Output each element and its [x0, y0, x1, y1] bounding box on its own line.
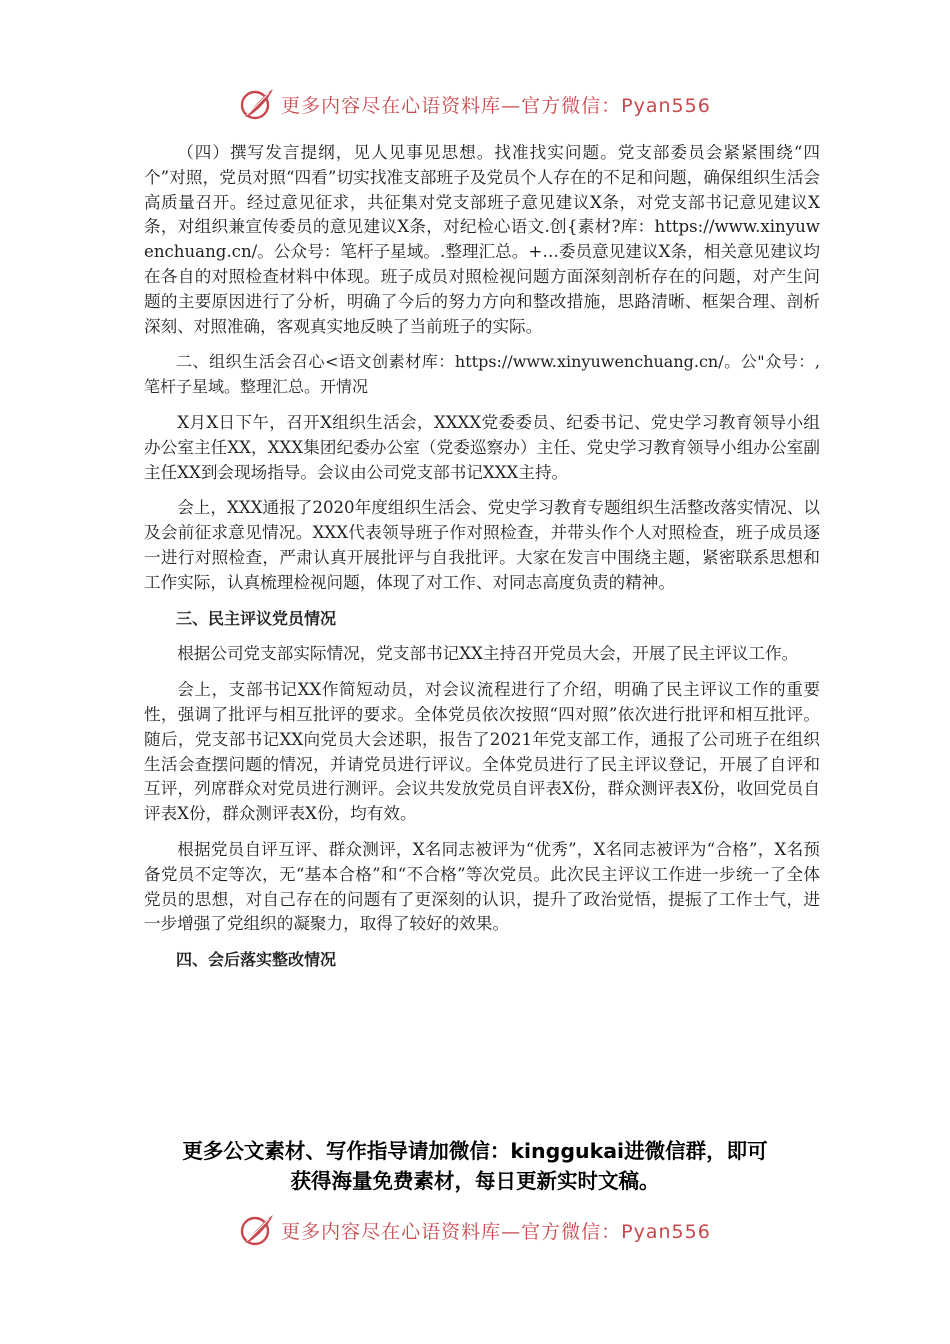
promo-notice	[120, 1136, 830, 1196]
header-banner	[0, 82, 950, 126]
paragraph-meeting-date: X月X日下午，召开X组织生活会，XXXX党委委员、纪委书记、党史学习教育领导小组办公室主任XX，XXX集团纪委办公室（党委巡察办）主任、党史学习教育领导小组办公室副主任XX到会现场指导。会议由公司党支部书记XXX主持。	[144, 412, 820, 482]
promo-line-1: 更多公文素材、写作指导请加微信：kinggukai进微信群，即可	[182, 1139, 768, 1163]
banner-wechat-id: Pyan556	[621, 94, 711, 117]
paragraph-evaluation-result: 根据党员自评互评、群众测评，X名同志被评为“优秀”，X名同志被评为“合格”，X名预备党员不定等次，无“基本合格”和“不合格”等次党员。此次民主评议工作进一步统一了全体党员的思想，对自己存在的问题有了更深刻的认识，提升了政治觉悟，提振了工作士气，进一步增强了党组织的凝聚力，取得了较好的效果。	[144, 839, 820, 934]
banner-text: 更多内容尽在心语资料库—官方微信：Pyan556	[281, 94, 711, 117]
document-body	[144, 141, 820, 984]
section-heading-4: 四、会后落实整改情况	[176, 950, 337, 970]
paragraph-meeting-report: 会上，XXX通报了2020年度组织生活会、党史学习教育专题组织生活整改落实情况、以及会前征求意见情况。XXX代表领导班子作对照检查，并带头作个人对照检查，班子成员逐一进行对照检查，严肃认真开展批评与自我批评。大家在发言中围绕主题，紧密联系思想和工作实际，认真梳理检视问题，体现了对工作、对同志高度负责的精神。	[144, 498, 820, 592]
paragraph-evaluation-process: 会上，支部书记XX作简短动员，对会议流程进行了介绍，明确了民主评议工作的重要性，强调了批评与相互批评的要求。全体党员依次按照“四对照”依次进行批评和相互批评。随后，党支部书记XX向党员大会述职，报告了2021年党支部工作，通报了公司班子在组织生活会查摆问题的情况，并请党员进行评议。全体党员进行了民主评议登记，开展了自评和互评，列席群众对党员进行测评。会议共发放党员自评表X份，群众测评表X份，收回党员自评表X份，群众测评表X份，均有效。	[144, 680, 820, 824]
promo-line-2: 获得海量免费素材，每日更新实时文稿。	[290, 1169, 660, 1193]
quill-logo-icon	[239, 1212, 275, 1248]
section-heading-3: 三、民主评议党员情况	[176, 608, 337, 628]
paragraph-evaluation-intro: 根据公司党支部实际情况，党支部书记XX主持召开党员大会，开展了民主评议工作。	[177, 644, 799, 664]
banner-wechat-id: Pyan556	[621, 1220, 711, 1243]
paragraph-outline: （四）撰写发言提纲，见人见事见思想。找准找实问题。党支部委员会紧紧围绕“四个”对照，党员对照“四看”切实找准支部班子及党员个人存在的不足和问题，确保组织生活会高质量召开。经过意见征求，共征集对党支部班子意见建议X条，对党支部书记意见建议X条，对组织兼宣传委员的意见建议X条，对纪检心语文.创{素材?库：https://www.xinyuwenchuang.cn/。公众号：笔杆子星域。.整理汇总。+…委员意见建议X条，相关意见建议均在各自的对照检查材料中体现。班子成员对照检视问题方面深刻剖析存在的问题，对产生问题的主要原因进行了分析，明确了今后的努力方向和整改措施，思路清晰、框架合理、剖析深刻、对照准确，客观真实地反映了当前班子的实际。	[144, 143, 820, 336]
section-heading-2: 二、组织生活会召心<语文创素材库：https://www.xinyuwenchuang.cn/。公"众号：,笔杆子星域。整理汇总。开情况	[144, 352, 820, 397]
footer-banner	[0, 1208, 950, 1252]
banner-text: 更多内容尽在心语资料库—官方微信：Pyan556	[281, 1220, 711, 1243]
quill-logo-icon	[239, 86, 275, 122]
